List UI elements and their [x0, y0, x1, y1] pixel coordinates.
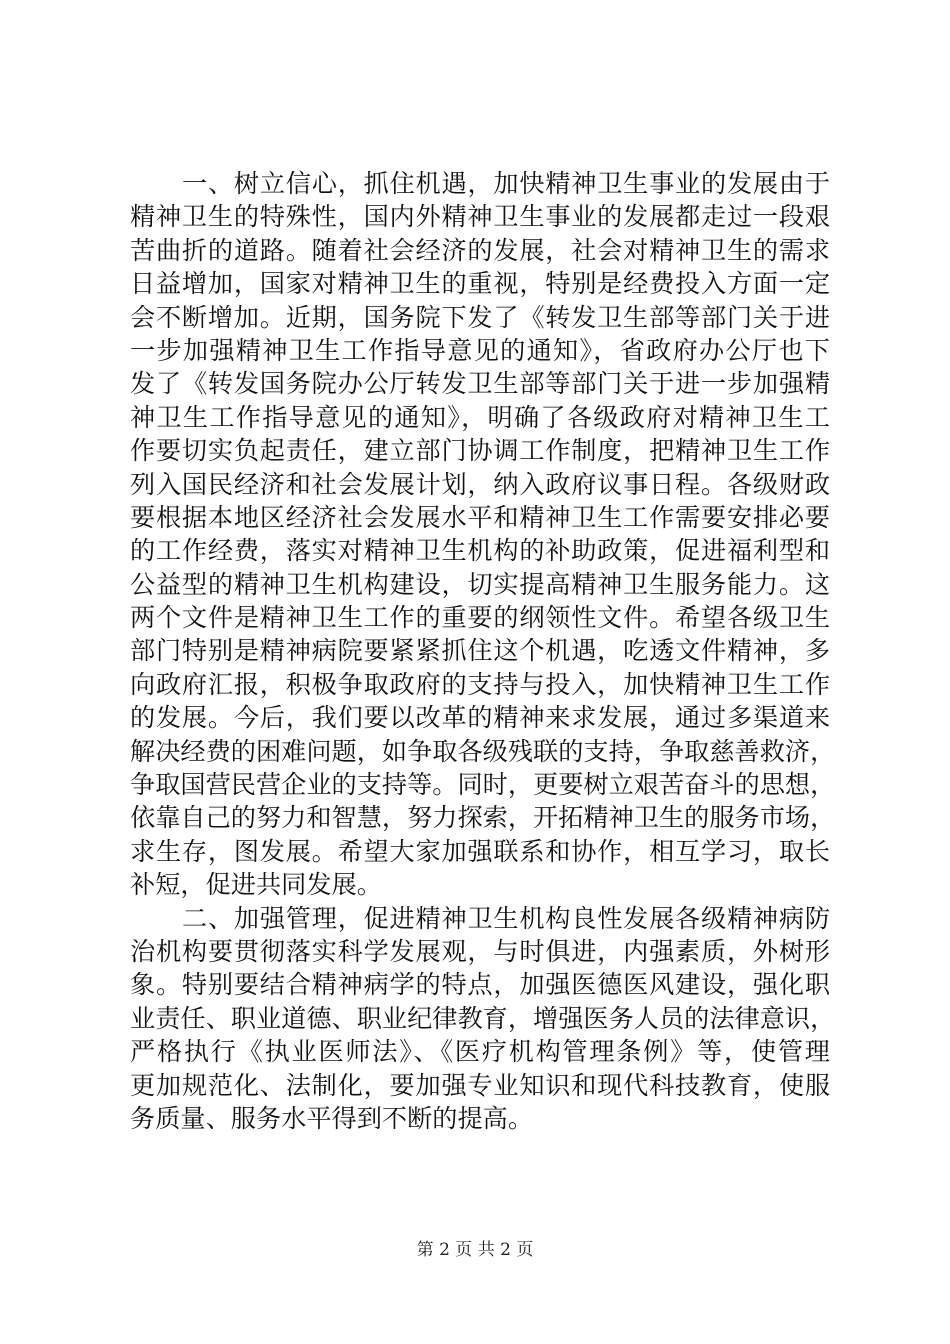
text-line: 象。特别要结合精神病学的特点，加强医德医风建设，强化职 [130, 970, 830, 1000]
document-body [130, 167, 836, 1135]
text-line: 部门特别是精神病院要紧紧抓住这个机遇，吃透文件精神，多 [130, 636, 830, 666]
text-line: 发了《转发国务院办公厅转发卫生部等部门关于进一步加强精 [130, 369, 830, 399]
text-line: 求生存，图发展。希望大家加强联系和协作，相互学习，取长 [130, 836, 830, 866]
text-line: 一步加强精神卫生工作指导意见的通知》，省政府办公厅也下 [130, 335, 830, 365]
text-line: 要根据本地区经济社会发展水平和精神卫生工作需要安排必要 [130, 502, 830, 532]
text-line: 二、加强管理，促进精神卫生机构良性发展各级精神病防 [182, 903, 830, 933]
text-line: 会不断增加。近期，国务院下发了《转发卫生部等部门关于进 [130, 302, 830, 332]
text-line: 向政府汇报，积极争取政府的支持与投入，加快精神卫生工作 [130, 669, 830, 699]
text-line: 的工作经费，落实对精神卫生机构的补助政策，促进福利型和 [130, 536, 830, 566]
text-line: 的发展。今后，我们要以改革的精神来求发展，通过多渠道来 [130, 703, 830, 733]
text-line: 苦曲折的道路。随着社会经济的发展，社会对精神卫生的需求 [130, 235, 830, 265]
text-line: 更加规范化、法制化，要加强专业知识和现代科技教育，使服 [130, 1070, 830, 1100]
text-line: 解决经费的困难问题，如争取各级残联的支持，争取慈善救济， [130, 736, 836, 766]
text-line: 日益增加，国家对精神卫生的重视，特别是经费投入方面一定 [130, 269, 830, 299]
page-number-footer: 第 2 页 共 2 页 [416, 1240, 534, 1260]
paragraph-2 [130, 902, 836, 1136]
text-line: 依靠自己的努力和智慧，努力探索，开拓精神卫生的服务市场， [130, 803, 836, 833]
text-line: 补短，促进共同发展。 [130, 870, 382, 900]
text-line: 两个文件是精神卫生工作的重要的纲领性文件。希望各级卫生 [130, 603, 830, 633]
text-line: 公益型的精神卫生机构建设，切实提高精神卫生服务能力。这 [130, 569, 830, 599]
text-line: 争取国营民营企业的支持等。同时，更要树立艰苦奋斗的思想， [130, 770, 836, 800]
text-line: 治机构要贯彻落实科学发展观，与时俱进，内强素质，外树形 [130, 936, 830, 966]
text-line: 列入国民经济和社会发展计划，纳入政府议事日程。各级财政 [130, 469, 830, 499]
text-line: 神卫生工作指导意见的通知》，明确了各级政府对精神卫生工 [130, 402, 830, 432]
text-line: 业责任、职业道德、职业纪律教育，增强医务人员的法律意识， [130, 1003, 836, 1033]
text-line: 作要切实负起责任，建立部门协调工作制度，把精神卫生工作 [130, 436, 830, 466]
text-line: 一、树立信心，抓住机遇，加快精神卫生事业的发展由于 [182, 169, 830, 198]
paragraph-1 [130, 167, 836, 902]
text-line: 严格执行《执业医师法》、《医疗机构管理条例》等，使管理 [130, 1037, 830, 1067]
text-line: 精神卫生的特殊性，国内外精神卫生事业的发展都走过一段艰 [130, 202, 830, 232]
text-line: 务质量、服务水平得到不断的提高。 [130, 1103, 533, 1133]
